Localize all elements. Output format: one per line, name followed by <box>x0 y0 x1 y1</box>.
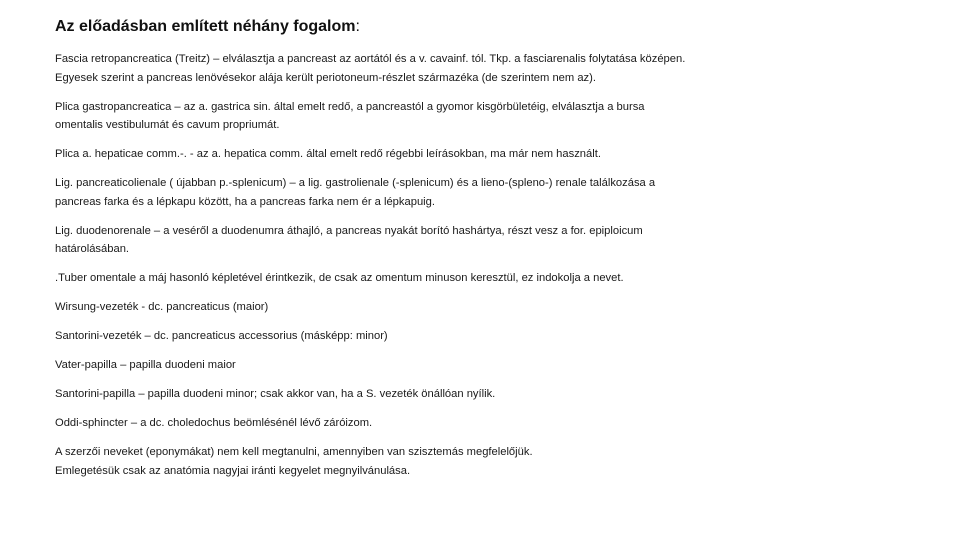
definition-wirsung-vezetek <box>55 298 935 317</box>
slide-title-colon: : <box>355 18 360 35</box>
definition-line: Egyesek szerint a pancreas lenövésekor alája került periotoneum-részlet származéka (de szerintem nem az). <box>55 71 596 84</box>
definition-line: Santorini-papilla – papilla duodeni minor; csak akkor van, ha a S. vezeték önállóan nyílik. <box>55 388 496 400</box>
definition-lig-pancreaticolienale <box>55 174 935 211</box>
definition-line: Lig. pancreaticolienale ( újabban p.-splenicum) – a lig. gastrolienale (-splenicum) és a lieno-(spleno-) renale találkozása a <box>55 177 656 189</box>
definition-tuber-omentale <box>55 269 935 288</box>
definition-line: omentalis vestibulumát és cavum propriumát. <box>55 119 280 131</box>
definition-plica-gastropancreatica <box>55 98 935 135</box>
definition-line: Santorini-vezeték – dc. pancreaticus accessorius (másképp: minor) <box>55 330 388 342</box>
definition-line: Oddi-sphincter – a dc. choledochus beömlésénél lévő záróizom. <box>55 417 373 429</box>
definition-line: Fascia retropancreatica (Treitz) – elválasztja a pancreast az aortától és a v. cavainf. tól. Tkp. a fasciarenalis folytatása középen. <box>55 53 686 65</box>
slide-title <box>55 17 940 37</box>
definition-line: határolásában. <box>55 243 130 255</box>
definition-fascia-retropancreatica <box>55 50 935 87</box>
definition-vater-papilla <box>55 356 935 375</box>
definition-santorini-papilla <box>55 385 935 404</box>
definitions-list <box>55 50 940 480</box>
definition-plica-hepaticae <box>55 145 935 164</box>
definition-line: Wirsung-vezeték - dc. pancreaticus (maior) <box>55 301 269 313</box>
definition-line: .Tuber omentale a máj hasonló képletével érintkezik, de csak az omentum minuson keresztül, ez indokolja a nevet. <box>55 272 624 284</box>
definition-line: pancreas farka és a lépkapu között, ha a pancreas farka nem ér a lépkapuig. <box>55 195 435 208</box>
footer-line: A szerzői neveket (eponymákat) nem kell megtanulni, amennyiben van szisztemás megfelelőjük. <box>55 446 533 458</box>
definition-line: Plica gastropancreatica – az a. gastrica sin. által emelt redő, a pancreastól a gyomor kisgörbületéig, elválasztja a bursa <box>55 100 645 113</box>
definition-oddi-sphincter <box>55 414 935 433</box>
definition-line: Vater-papilla – papilla duodeni maior <box>55 359 236 371</box>
footer-line: Emlegetésük csak az anatómia nagyjai iránti kegyelet megnyilvánulása. <box>55 464 411 477</box>
footer-note <box>55 443 935 480</box>
definition-line: Plica a. hepaticae comm.-. - az a. hepatica comm. által emelt redő régebbi leírásokban, ma már nem használt. <box>55 148 601 160</box>
definition-lig-duodenorenale <box>55 222 935 259</box>
definition-santorini-vezetek <box>55 327 935 346</box>
definition-line: Lig. duodenorenale – a veséről a duodenumra áthajló, a pancreas nyakát borító hashártya, részt vesz a for. epiploicum <box>55 224 643 237</box>
slide-title-text: Az előadásban említett néhány fogalom <box>55 18 356 35</box>
